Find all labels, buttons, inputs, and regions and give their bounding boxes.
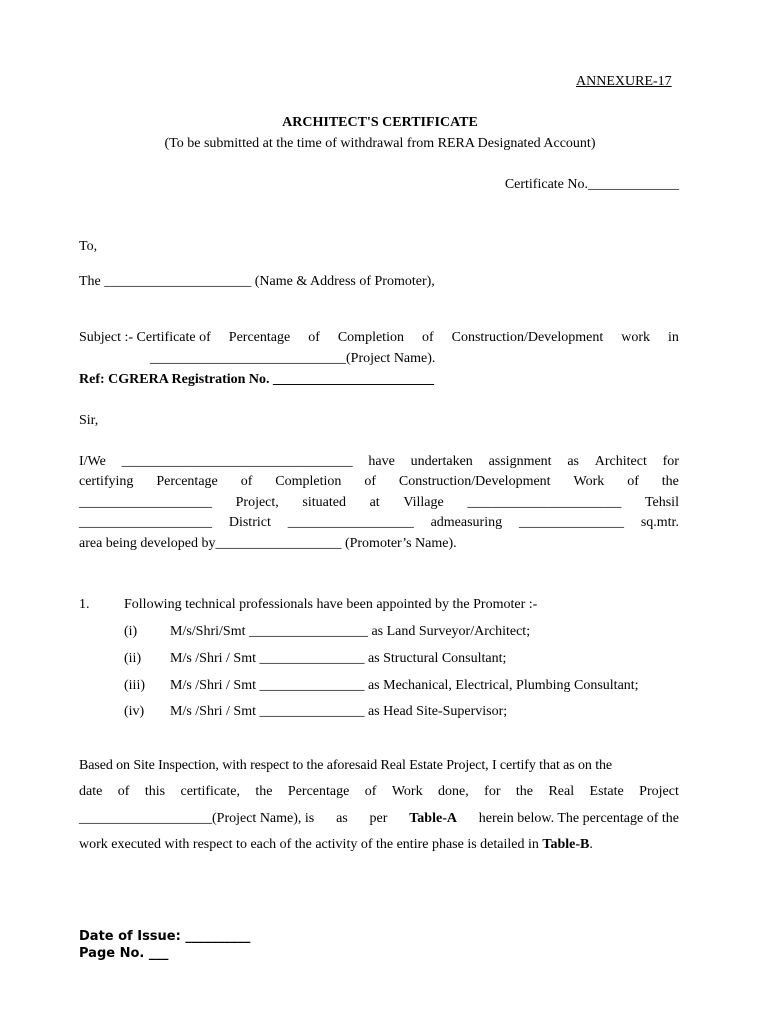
para1-line4: ___________________ District __________________ admeasuring _______________ sq.mtr.	[79, 515, 679, 530]
para1-line3: ___________________ Project, situated at Village ______________________ Tehsil	[79, 495, 679, 510]
sub-item-text: M/s /Shri / Smt _______________ as Mechanical, Electrical, Plumbing Consultant;	[170, 678, 639, 693]
table-a-reference: Table-A	[409, 811, 457, 826]
para2-line2: date of this certificate, the Percentage of Work done, for the Real Estate Project	[79, 784, 679, 799]
certificate-subtitle: (To be submitted at the time of withdrawal from RERA Designated Account)	[164, 136, 596, 151]
address-to: To,	[79, 239, 98, 254]
para2-line1: Based on Site Inspection, with respect to the aforesaid Real Estate Project, I certify that as on the	[79, 758, 613, 773]
salutation: Sir,	[79, 413, 99, 428]
sub-item-number: (iii)	[124, 678, 145, 693]
sub-item-number: (ii)	[124, 651, 142, 666]
annexure-label: ANNEXURE-17	[576, 74, 672, 89]
subject-line: Subject :- Certificate of Percentage of Completion of Construction/Development work in	[79, 330, 679, 345]
date-of-issue: Date of Issue: __________	[79, 929, 251, 944]
certificate-title: ARCHITECT'S CERTIFICATE	[282, 115, 478, 130]
sub-item-text: M/s /Shri / Smt _______________ as Head Site-Supervisor;	[170, 704, 508, 719]
para1-line1: I/We _________________________________ have undertaken assignment as Architect for	[79, 454, 679, 469]
table-b-reference: Table-B	[542, 837, 590, 852]
certificate-number: Certificate No._____________	[504, 177, 679, 192]
ref-registration: Ref: CGRERA Registration No. _______________________	[79, 372, 435, 387]
promoter-address-line: The _____________________ (Name & Address of Promoter),	[79, 274, 435, 289]
sub-item-text: M/s/Shri/Smt _________________ as Land Surveyor/Architect;	[170, 624, 531, 639]
para1-line5: area being developed by__________________ (Promoter’s Name).	[79, 536, 457, 551]
para2-line3: ___________________(Project Name), is as per Table-A herein below. The percentage of the	[79, 811, 679, 826]
para1-line2: certifying Percentage of Completion of Construction/Development Work of the	[79, 474, 679, 489]
page-number: Page No. ___	[79, 946, 169, 961]
sub-item-number: (iv)	[124, 704, 145, 719]
item1-number: 1.	[79, 597, 90, 612]
item1-text: Following technical professionals have been appointed by the Promoter :-	[124, 597, 538, 612]
para2-line4: work executed with respect to each of the activity of the entire phase is detailed in Table-B.	[79, 837, 593, 852]
subject-project-name: ____________________________(Project Name).	[150, 351, 436, 366]
sub-item-text: M/s /Shri / Smt _______________ as Structural Consultant;	[170, 651, 507, 666]
sub-item-number: (i)	[124, 624, 138, 639]
